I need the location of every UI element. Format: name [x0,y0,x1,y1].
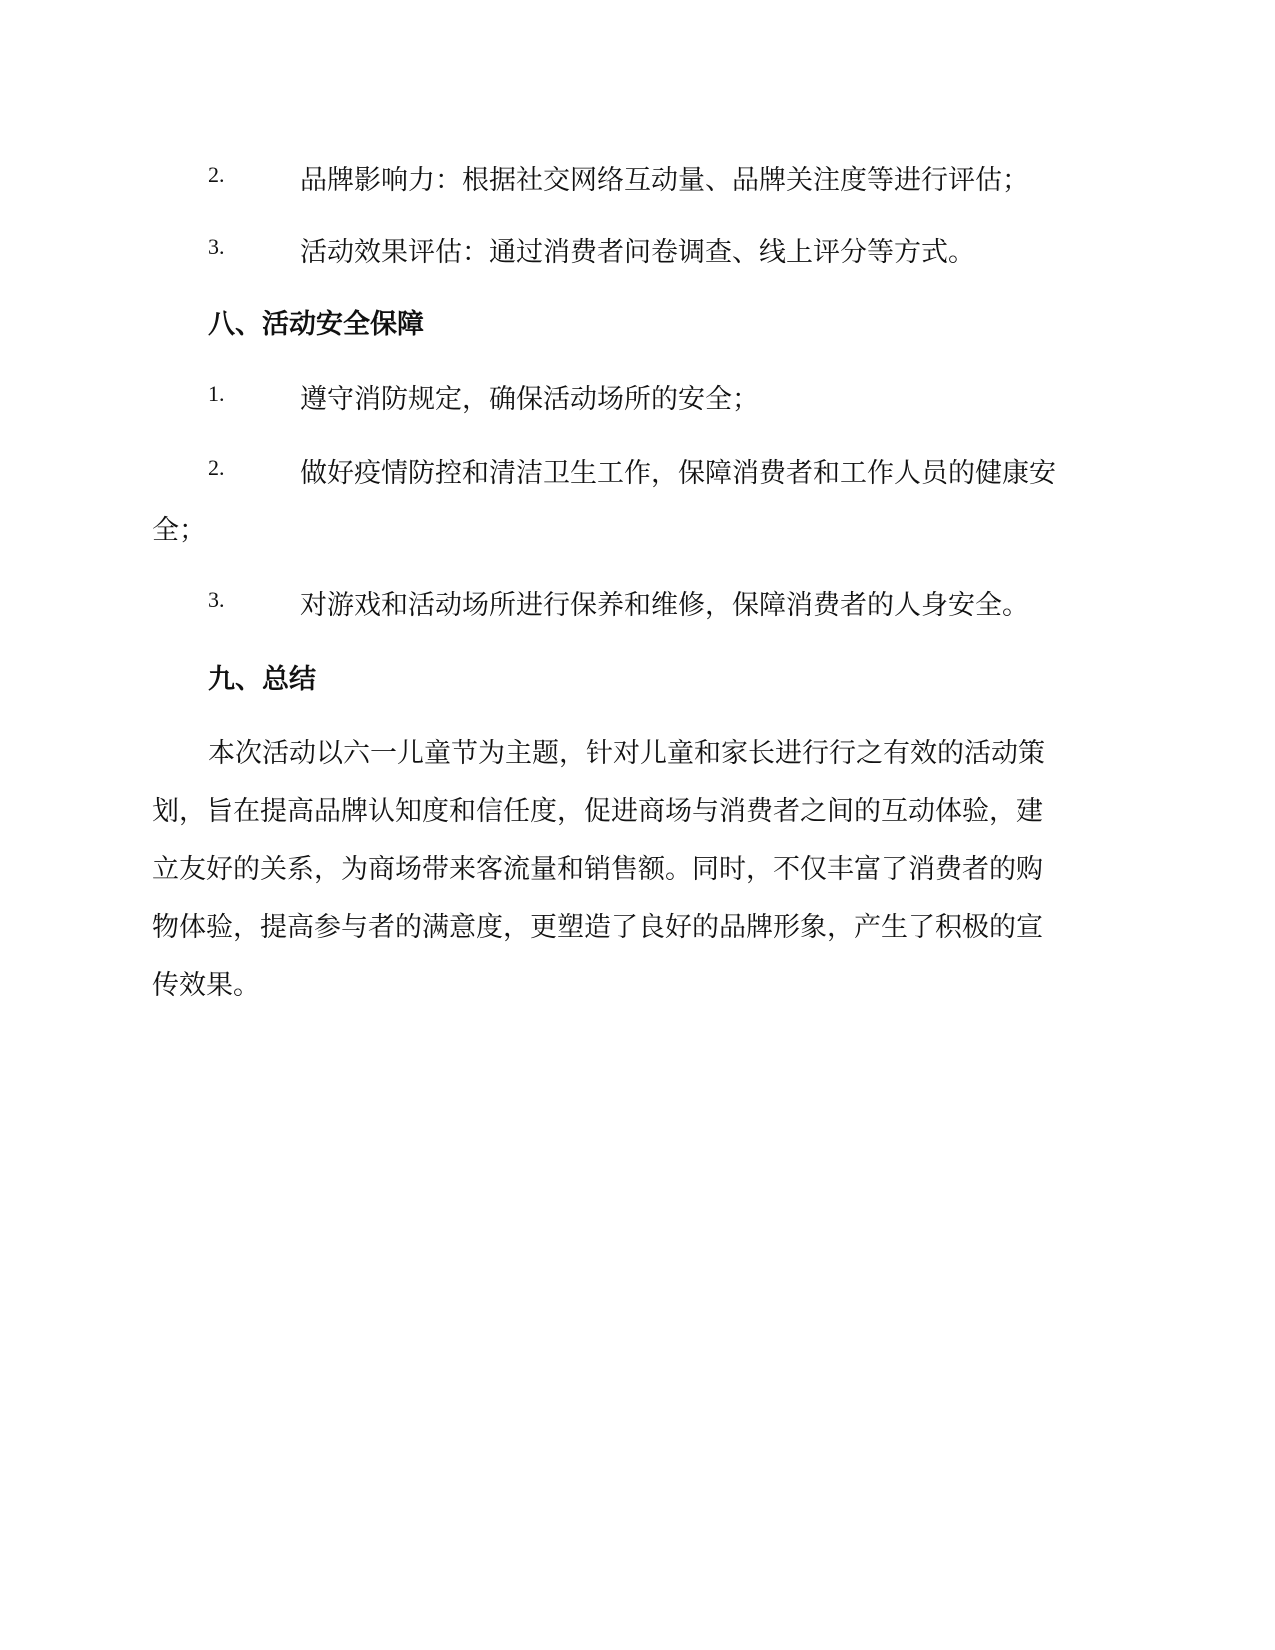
paragraph-line: 传效果。 [152,970,260,1001]
list-item-text: 做好疫情防控和清洁卫生工作，保障消费者和工作人员的健康安 [300,458,1056,489]
list-number: 3. [208,587,225,612]
list-item-text: 遵守消防规定，确保活动场所的安全； [300,384,759,415]
list-item-text: 品牌影响力：根据社交网络互动量、品牌关注度等进行评估； [300,165,1029,196]
list-number: 1. [208,381,225,406]
paragraph-line: 立友好的关系，为商场带来客流量和销售额。同时，不仅丰富了消费者的购 [152,854,1043,885]
paragraph-line: 划，旨在提高品牌认知度和信任度，促进商场与消费者之间的互动体验，建 [152,796,1043,827]
list-item-text: 对游戏和活动场所进行保养和维修，保障消费者的人身安全。 [300,590,1029,621]
list-number: 3. [208,234,225,259]
section-heading: 九、总结 [208,664,316,695]
list-number: 2. [208,162,225,187]
list-number: 2. [208,455,225,480]
paragraph-line: 本次活动以六一儿童节为主题，针对儿童和家长进行行之有效的活动策 [208,738,1045,769]
list-item-text-continuation: 全； [152,515,206,546]
section-heading: 八、活动安全保障 [208,309,424,340]
paragraph-line: 物体验，提高参与者的满意度，更塑造了良好的品牌形象，产生了积极的宣 [152,912,1043,943]
list-item-text: 活动效果评估：通过消费者问卷调查、线上评分等方式。 [300,237,975,268]
